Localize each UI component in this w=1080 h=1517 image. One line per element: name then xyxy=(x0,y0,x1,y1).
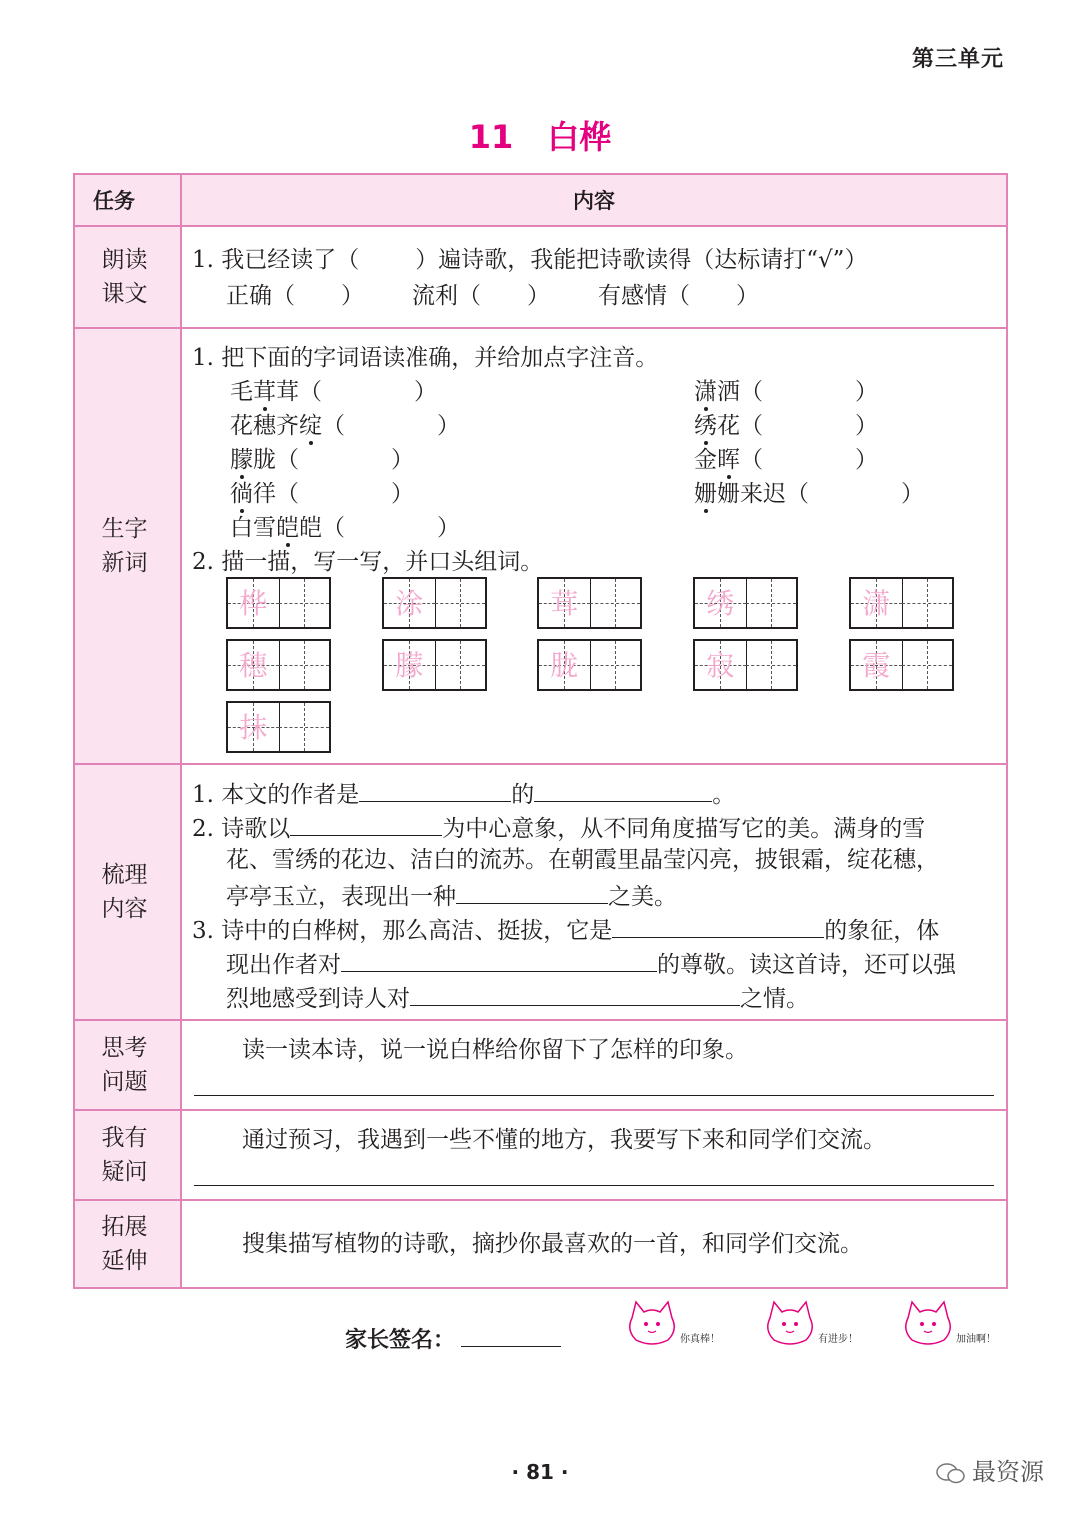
dotted-char: 朦 xyxy=(230,447,253,473)
sort-line-5: 3. 诗中的白桦树，那么高洁、挺拔，它是 的象征，体 xyxy=(192,911,939,948)
header-task: 任务 xyxy=(74,174,181,226)
sort-line-3: 花、雪绣的花边、洁白的流苏。在朝霞里晶莹闪亮，披银霜，绽花穗， xyxy=(226,847,939,873)
reading-line-2: 正确（ ） 流利（ ） 有感情（ ） xyxy=(226,283,759,309)
cat-icon xyxy=(760,1296,820,1352)
dotted-char: 茸 xyxy=(253,379,276,405)
sort-line-7: 烈地感受到诗人对 之情。 xyxy=(226,979,809,1016)
extend-prompt: 搜集描写植物的诗歌，摘抄你最喜欢的一首，和同学们交流。 xyxy=(242,1231,863,1257)
vocab-question-1: 1. 把下面的字词语读准确，并给加点字注音。 xyxy=(192,345,659,371)
trace-char: 桦 xyxy=(239,587,268,620)
tracing-grid[interactable] xyxy=(849,577,954,629)
trace-char: 朦 xyxy=(395,649,424,682)
vocab-word-left-5: 白雪皑皑（ ） xyxy=(230,515,460,541)
row-sort xyxy=(74,764,1007,1020)
page-number: · 81 · xyxy=(511,1460,569,1484)
reading-line-1: 1. 我已经读了（ ）遍诗歌，我能把诗歌读得（达标请打“√”） xyxy=(192,247,868,273)
dotted-char: 晖 xyxy=(717,447,740,473)
dotted-char: 潇 xyxy=(694,379,717,405)
worksheet-table xyxy=(73,173,1008,1289)
tracing-grid[interactable] xyxy=(226,639,331,691)
parent-signature: 家长签名： xyxy=(345,1320,561,1354)
wechat-icon xyxy=(936,1462,966,1484)
header-content: 内容 xyxy=(181,174,1007,226)
blank-symbol[interactable] xyxy=(612,911,824,938)
vocab-word-left-2: 花穗齐绽（ ） xyxy=(230,413,460,439)
tracing-grid[interactable] xyxy=(226,701,331,753)
table-header-row xyxy=(74,174,1007,226)
task-think: 思考 问题 xyxy=(74,1020,181,1110)
option-correct: 正确（ xyxy=(226,283,295,309)
cat-icon xyxy=(622,1296,682,1352)
vocab-word-right-4: 姗姗来迟（ ） xyxy=(694,481,924,507)
trace-char: 潇 xyxy=(862,587,891,620)
row-vocab xyxy=(74,328,1007,764)
row-think xyxy=(74,1020,1007,1110)
vocab-question-2: 2. 描一描，写一写，并口头组词。 xyxy=(192,549,544,575)
trace-char: 穗 xyxy=(239,649,268,682)
signature-blank[interactable] xyxy=(461,1320,561,1347)
trace-char: 涂 xyxy=(395,587,424,620)
lesson-name: 白桦 xyxy=(547,118,612,156)
trace-char: 茸 xyxy=(550,587,579,620)
trace-char: 胧 xyxy=(550,649,579,682)
sticker-cheer: 加油啊！ xyxy=(898,1296,1008,1352)
cat-icon xyxy=(898,1296,958,1352)
trace-char: 霞 xyxy=(862,649,891,682)
option-emotion: 有感情（ xyxy=(598,283,690,309)
tracing-grid[interactable] xyxy=(849,639,954,691)
dotted-char: 徜 xyxy=(230,481,253,507)
question-prompt: 通过预习，我遇到一些不懂的地方，我要写下来和同学们交流。 xyxy=(242,1127,886,1153)
row-reading xyxy=(74,226,1007,328)
vocab-word-right-2: 绣花（ ） xyxy=(694,413,878,439)
tracing-grid[interactable] xyxy=(693,639,798,691)
task-sort: 梳理 内容 xyxy=(74,764,181,1020)
unit-label: 第三单元 xyxy=(911,47,1004,72)
task-question: 我有 疑问 xyxy=(74,1110,181,1200)
dotted-char: 绽 xyxy=(299,413,322,439)
watermark: 最资源 xyxy=(936,1452,1044,1487)
vocab-word-left-3: 朦胧（ ） xyxy=(230,447,414,473)
blank-feeling[interactable] xyxy=(410,979,740,1006)
option-fluent: 流利（ xyxy=(412,283,481,309)
dotted-char: 皑 xyxy=(276,515,299,541)
trace-char: 寂 xyxy=(706,649,735,682)
sort-line-6: 现出作者对 的尊敬。读这首诗，还可以强 xyxy=(226,945,956,982)
row-question xyxy=(74,1110,1007,1200)
vocab-word-left-1: 毛茸茸（ ） xyxy=(230,379,437,405)
blank-respect[interactable] xyxy=(341,945,657,972)
lesson-number: 11 xyxy=(468,118,514,156)
tracing-grid[interactable] xyxy=(226,577,331,629)
task-reading: 朗读 课文 xyxy=(74,226,181,328)
task-extend: 拓展 延伸 xyxy=(74,1200,181,1288)
dotted-char: 绣 xyxy=(694,413,717,439)
task-vocab: 生字 新词 xyxy=(74,328,181,764)
sticker-progress: 有进步！ xyxy=(760,1296,870,1352)
sort-line-2: 2. 诗歌以 为中心意象，从不同角度描写它的美。满身的雪 xyxy=(192,809,925,846)
vocab-word-right-1: 潇洒（ ） xyxy=(694,379,878,405)
blank-image[interactable] xyxy=(290,809,442,836)
blank-author[interactable] xyxy=(359,775,511,802)
tracing-grid[interactable] xyxy=(693,577,798,629)
blank-nationality[interactable] xyxy=(534,775,712,802)
sort-line-4: 亭亭玉立，表现出一种 之美。 xyxy=(226,877,677,914)
tracing-grid[interactable] xyxy=(382,639,487,691)
trace-char: 抹 xyxy=(239,711,268,744)
tracing-grid[interactable] xyxy=(537,577,642,629)
row-extend xyxy=(74,1200,1007,1288)
trace-char: 绣 xyxy=(706,587,735,620)
question-answer-line[interactable] xyxy=(194,1185,994,1186)
vocab-word-left-4: 徜徉（ ） xyxy=(230,481,414,507)
think-answer-line[interactable] xyxy=(194,1095,994,1096)
sticker-great: 你真棒！ xyxy=(622,1296,732,1352)
lesson-title xyxy=(0,112,1080,158)
vocab-word-right-3: 金晖（ ） xyxy=(694,447,878,473)
blank-beauty[interactable] xyxy=(456,877,608,904)
tracing-grid[interactable] xyxy=(537,639,642,691)
dotted-char: 姗 xyxy=(694,481,717,507)
tracing-grid[interactable] xyxy=(382,577,487,629)
think-prompt: 读一读本诗，说一说白桦给你留下了怎样的印象。 xyxy=(242,1037,748,1063)
sort-line-1: 1. 本文的作者是 的 。 xyxy=(192,775,735,812)
